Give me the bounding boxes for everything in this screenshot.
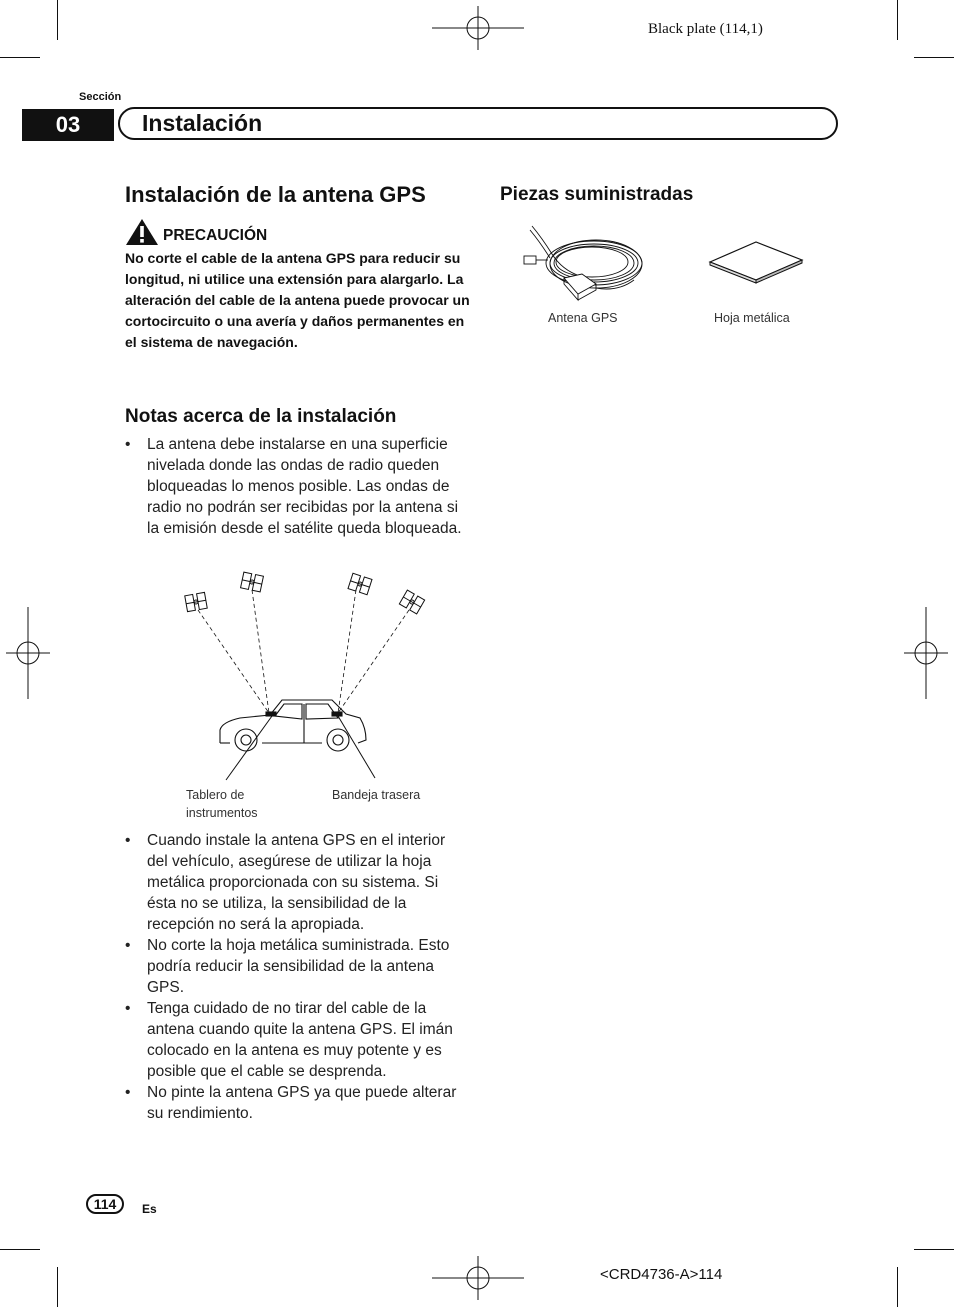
satellite-icon [185, 572, 425, 614]
dashboard-label: Tablero de instrumentos [186, 788, 258, 820]
plate-text: Black plate (114,1) [648, 21, 763, 37]
registration-mark [432, 1256, 524, 1300]
crop-mark [897, 0, 898, 40]
metal-sheet-icon [706, 238, 806, 284]
list-item: • No corte la hoja metálica suministrada. Esto podría reducir la sensibilidad de la antena GPS. [125, 935, 467, 998]
section-label: Sección [79, 91, 122, 103]
registration-mark [432, 6, 524, 50]
registration-mark [904, 607, 948, 699]
crop-mark [914, 1249, 954, 1250]
document-code: <CRD4736-A>114 [600, 1266, 723, 1283]
antenna-label: Antena GPS [548, 311, 618, 325]
list-item: • La antena debe instalarse en una superficie nivelada donde las ondas de radio queden bloqueadas lo menos posible. Las ondas de radio no podrán ser recibidas por la antena si la emisión desde el satélite queda bloqueada. [125, 434, 467, 539]
language-code: Es [142, 1202, 157, 1216]
page-title: Instalación de la antena GPS [125, 182, 426, 207]
gps-reception-diagram [180, 568, 450, 783]
crop-mark [897, 1267, 898, 1307]
list-item: • Cuando instale la antena GPS en el interior del vehículo, asegúrese de utilizar la hoja metálica proporcionada con su sistema. Si ésta no se utiliza, la sensibilidad de la recepción no será la apropiada. [125, 830, 467, 935]
notes-list-1 [125, 434, 467, 539]
caution-label: PRECAUCIÓN [163, 227, 268, 244]
crop-mark [57, 0, 58, 40]
gps-antenna-icon [522, 218, 650, 308]
page-number: 114 [86, 1194, 124, 1214]
crop-mark [57, 1267, 58, 1307]
caution-text: No corte el cable de la antena GPS para reducir su longitud, ni utilice una extensión para alargarlo. La alteración del cable de la antena puede provocar un cortocircuito o una avería y daños permanentes en el sistema de navegación. [125, 250, 470, 350]
section-number: 03 [22, 109, 114, 141]
section-title: Instalación [142, 110, 263, 136]
list-item: • No pinte la antena GPS ya que puede alterar su rendimiento. [125, 1082, 467, 1124]
notes-list-2 [125, 830, 467, 1124]
crop-mark [0, 1249, 40, 1250]
registration-mark [6, 607, 50, 699]
metal-sheet-label: Hoja metálica [714, 311, 790, 325]
notes-heading: Notas acerca de la instalación [125, 406, 397, 427]
rear-shelf-label: Bandeja trasera [332, 788, 421, 802]
crop-mark [914, 57, 954, 58]
warning-icon [125, 218, 159, 246]
list-item: • Tenga cuidado de no tirar del cable de la antena cuando quite la antena GPS. El imán colocado en la antena es muy potente y es posible que el cable se desprenda. [125, 998, 467, 1082]
crop-mark [0, 57, 40, 58]
parts-heading: Piezas suministradas [500, 184, 694, 205]
